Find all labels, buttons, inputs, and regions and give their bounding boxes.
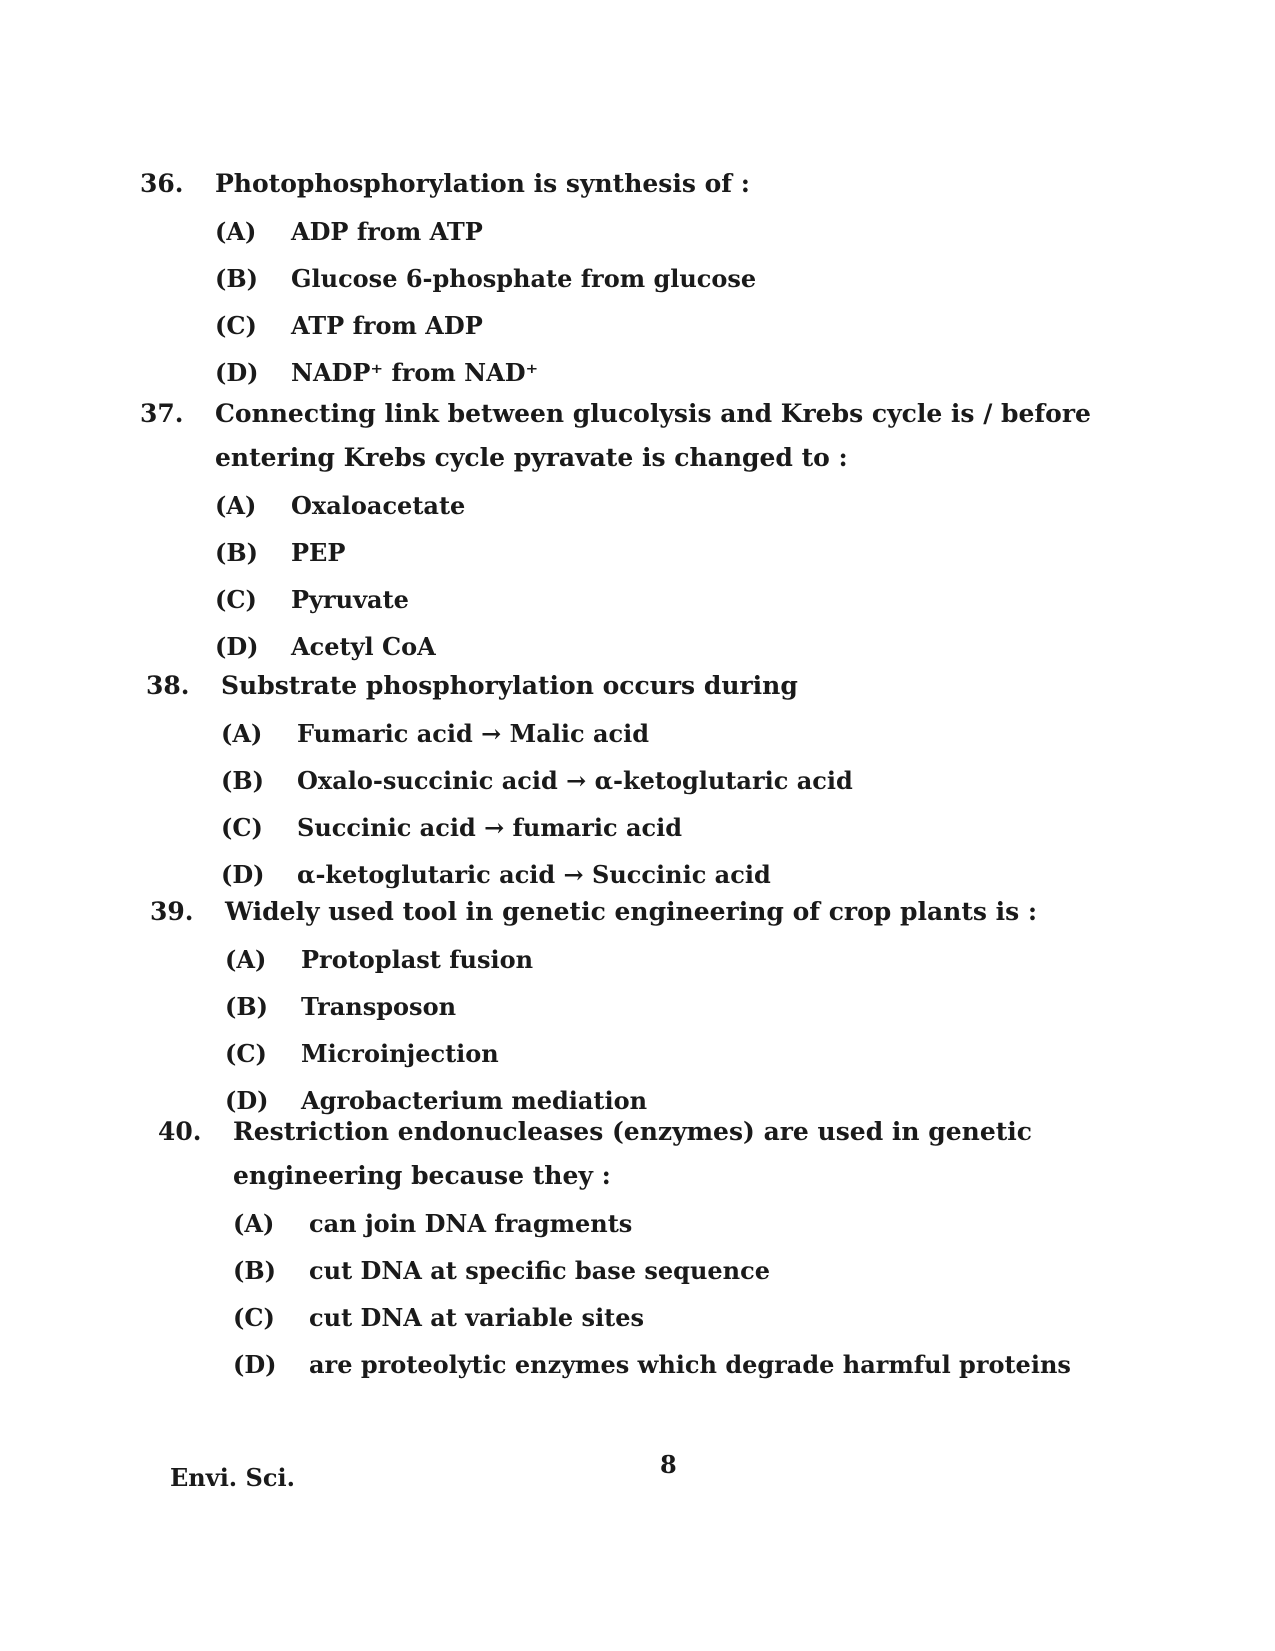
option-label: (B) bbox=[215, 264, 258, 293]
option-text: ATP from ADP bbox=[291, 311, 483, 340]
question-number: 40. bbox=[158, 1117, 202, 1146]
question-number: 38. bbox=[146, 671, 190, 700]
option-list bbox=[215, 208, 1140, 396]
option-text: Transposon bbox=[301, 992, 457, 1021]
option-label: (C) bbox=[225, 1039, 267, 1068]
option-label: (B) bbox=[233, 1256, 276, 1285]
option-label: (D) bbox=[215, 632, 259, 661]
option-b bbox=[233, 1247, 1178, 1294]
option-c bbox=[233, 1294, 1178, 1341]
option-label: (D) bbox=[221, 860, 265, 889]
question-row bbox=[140, 392, 1140, 480]
option-text: cut DNA at variable sites bbox=[309, 1303, 645, 1332]
option-label: (C) bbox=[233, 1303, 275, 1332]
question-row bbox=[146, 664, 1146, 708]
page-number: 8 bbox=[660, 1450, 677, 1479]
option-text: NADP⁺ from NAD⁺ bbox=[291, 358, 539, 387]
option-a bbox=[221, 710, 1146, 757]
option-label: (D) bbox=[225, 1086, 269, 1115]
question-row bbox=[150, 890, 1150, 934]
option-text: PEP bbox=[291, 538, 346, 567]
option-c bbox=[215, 302, 1140, 349]
option-b bbox=[215, 255, 1140, 302]
option-label: (C) bbox=[215, 311, 257, 340]
question-40 bbox=[158, 1110, 1178, 1388]
question-text: Photophosphorylation is synthesis of : bbox=[215, 169, 750, 198]
option-b bbox=[225, 983, 1150, 1030]
option-text: Microinjection bbox=[301, 1039, 499, 1068]
option-label: (A) bbox=[215, 491, 257, 520]
question-39 bbox=[150, 890, 1150, 1124]
option-c bbox=[215, 576, 1140, 623]
option-text: Glucose 6-phosphate from glucose bbox=[291, 264, 757, 293]
question-38 bbox=[146, 664, 1146, 898]
option-list bbox=[221, 710, 1146, 898]
option-a bbox=[225, 936, 1150, 983]
option-label: (D) bbox=[233, 1350, 277, 1379]
option-text: Agrobacterium mediation bbox=[301, 1086, 648, 1115]
option-text: Oxaloacetate bbox=[291, 491, 466, 520]
option-d bbox=[215, 623, 1140, 670]
option-label: (A) bbox=[225, 945, 267, 974]
option-label: (C) bbox=[221, 813, 263, 842]
option-label: (A) bbox=[215, 217, 257, 246]
option-d bbox=[215, 349, 1140, 396]
option-label: (B) bbox=[225, 992, 268, 1021]
option-b bbox=[221, 757, 1146, 804]
question-number: 37. bbox=[140, 399, 184, 428]
option-text: Pyruvate bbox=[291, 585, 409, 614]
question-number: 39. bbox=[150, 897, 194, 926]
option-a bbox=[215, 482, 1140, 529]
option-label: (B) bbox=[215, 538, 258, 567]
option-list bbox=[225, 936, 1150, 1124]
option-list bbox=[215, 482, 1140, 670]
option-c bbox=[225, 1030, 1150, 1077]
question-text: Substrate phosphorylation occurs during bbox=[221, 671, 798, 700]
option-text: Fumaric acid → Malic acid bbox=[297, 719, 650, 748]
option-label: (C) bbox=[215, 585, 257, 614]
question-text: Widely used tool in genetic engineering of crop plants is : bbox=[225, 897, 1038, 926]
option-text: are proteolytic enzymes which degrade harmful proteins bbox=[309, 1350, 1071, 1379]
option-label: (A) bbox=[233, 1209, 275, 1238]
option-list bbox=[233, 1200, 1178, 1388]
option-text: ADP from ATP bbox=[291, 217, 483, 246]
question-row bbox=[140, 162, 1140, 206]
option-a bbox=[233, 1200, 1178, 1247]
question-37 bbox=[140, 392, 1140, 670]
option-label: (B) bbox=[221, 766, 264, 795]
option-a bbox=[215, 208, 1140, 255]
question-row bbox=[158, 1110, 1178, 1198]
footer-subject: Envi. Sci. bbox=[170, 1463, 295, 1492]
question-36 bbox=[140, 162, 1140, 396]
question-text: Restriction endonucleases (enzymes) are used in genetic engineering because they : bbox=[233, 1117, 1032, 1190]
option-text: Oxalo-succinic acid → α-ketoglutaric acid bbox=[297, 766, 853, 795]
option-label: (D) bbox=[215, 358, 259, 387]
option-b bbox=[215, 529, 1140, 576]
option-d bbox=[233, 1341, 1178, 1388]
option-text: Succinic acid → fumaric acid bbox=[297, 813, 683, 842]
option-text: cut DNA at specific base sequence bbox=[309, 1256, 771, 1285]
question-number: 36. bbox=[140, 169, 184, 198]
option-text: Acetyl CoA bbox=[291, 632, 436, 661]
option-text: α-ketoglutaric acid → Succinic acid bbox=[297, 860, 771, 889]
option-text: Protoplast fusion bbox=[301, 945, 534, 974]
option-text: can join DNA fragments bbox=[309, 1209, 633, 1238]
question-text: Connecting link between glucolysis and Krebs cycle is / before entering Krebs cycle pyravate is changed to : bbox=[215, 399, 1091, 472]
option-label: (A) bbox=[221, 719, 263, 748]
option-c bbox=[221, 804, 1146, 851]
